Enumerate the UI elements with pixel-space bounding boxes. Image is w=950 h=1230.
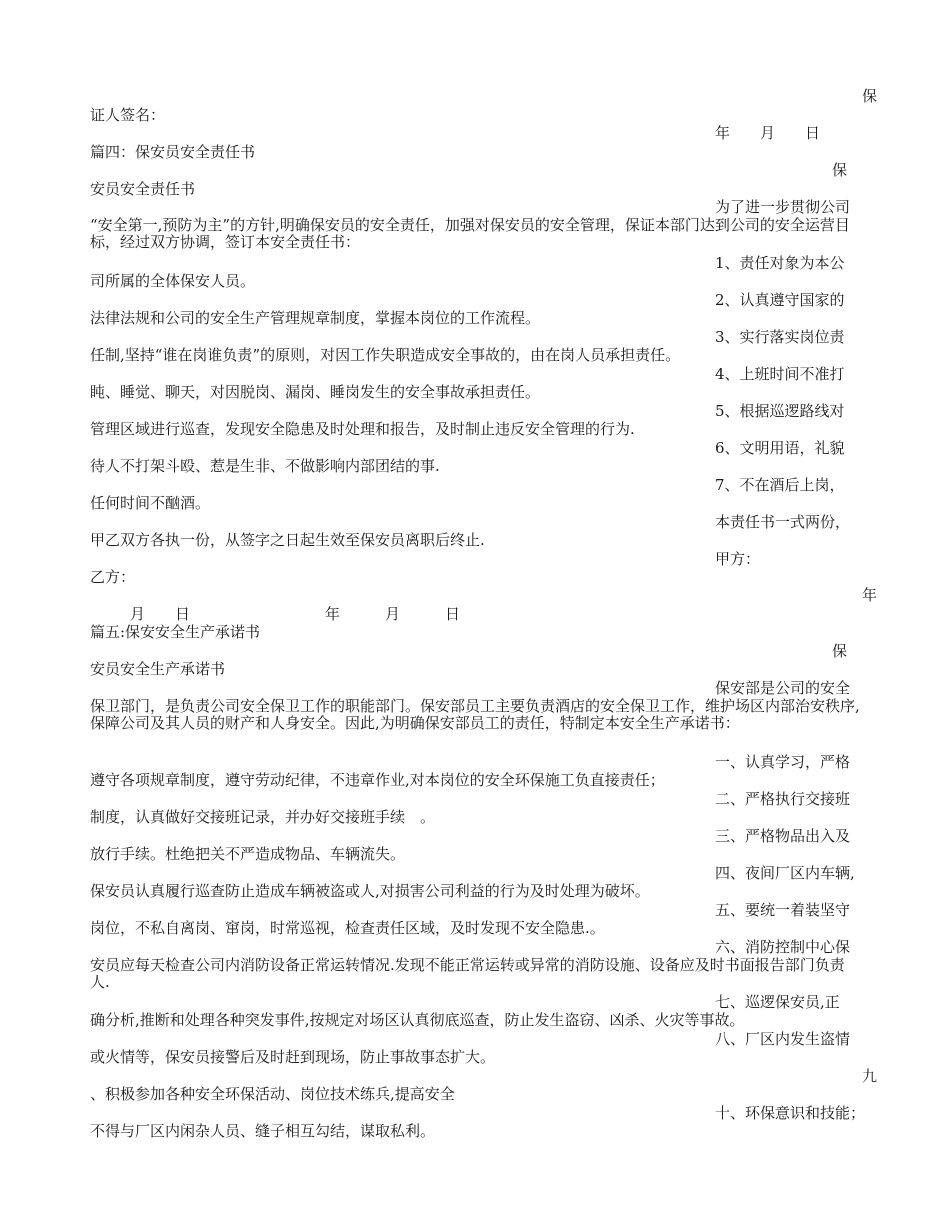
clause-3-text: 放行手续。杜绝把关不严造成物品、车辆流失。: [90, 845, 406, 863]
right-fragment-dept: 保安部是公司的安全: [715, 679, 851, 697]
clause-5-text: 岗位，不私自离岗、窜岗，时常巡视，检查责任区域，及时发现不安全隐患.。: [90, 919, 605, 937]
fragment-bao-2: 保: [832, 161, 848, 179]
right-clause-9: 九: [862, 1067, 878, 1085]
clause-1-text: 遵守各项规章制度，遵守劳动纪律，不违章作业,对本岗位的安全环保施工负直接责任；: [90, 771, 665, 789]
clause-7-text: 确分析,推断和处理各种突发事件,按规定对场区认真彻底巡查，防止发生盗窃、凶杀、火灾等事故。: [90, 1011, 745, 1029]
section-5-heading: 安员安全生产承诺书: [90, 660, 226, 678]
party-a-label: 甲方：: [715, 550, 761, 568]
section-4-heading: 安员安全责任书: [90, 180, 196, 198]
right-fragment-5: 5、根据巡逻路线对: [715, 402, 845, 420]
right-fragment-2: 2、认真遵守国家的: [715, 291, 845, 309]
right-clause-10: 十、环保意识和技能；: [715, 1104, 866, 1122]
right-clause-8: 八、厂区内发生盗情: [715, 1030, 851, 1048]
paragraph-1: 司所属的全体保安人员。: [90, 272, 256, 290]
right-fragment-3: 3、实行落实岗位责: [715, 328, 845, 346]
paragraph-2: 法律法规和公司的安全生产管理规章制度，掌握本岗位的工作流程。: [90, 309, 541, 327]
clause-6-text: 安员应每天检查公司内消防设备正常运转情况.发现不能正常运转或异常的消防设施、设备应及时书面报告部门负责人.: [90, 956, 845, 991]
fragment-nian-1: 年: [862, 586, 878, 604]
right-clause-7: 七、巡逻保安员,正: [715, 993, 840, 1011]
date-line-1: 年 月 日: [715, 124, 821, 142]
right-clause-5: 五、要统一着装坚守: [715, 901, 851, 919]
chapter-5-title: 篇五:保安安全生产承诺书: [90, 623, 261, 641]
date-line-2: 月 日 年 月 日: [130, 605, 461, 623]
clause-8-text: 或火情等，保安员接警后及时赶到现场，防止事故事态扩大。: [90, 1048, 496, 1066]
paragraph-8: 甲乙双方各执一份，从签字之日起生效至保安员离职后终止.: [90, 531, 485, 549]
right-clause-6: 六、消防控制中心保: [715, 938, 851, 956]
right-fragment-8: 本责任书一式两份，: [715, 513, 851, 531]
chapter-4-title: 篇四：保安员安全责任书: [90, 143, 256, 161]
right-fragment-7: 7、不在酒后上岗，: [715, 476, 845, 494]
right-clause-1: 一、认真学习，严格: [715, 753, 851, 771]
right-fragment-1: 1、责任对象为本公: [715, 254, 845, 272]
right-clause-3: 三、严格物品出入及: [715, 827, 851, 845]
paragraph-7: 任何时间不酗酒。: [90, 494, 211, 512]
witness-signature-label: 证人签名：: [90, 106, 166, 124]
clause-4-text: 保安员认真履行巡查防止造成车辆被盗或人,对损害公司利益的行为及时处理为破坏。: [90, 882, 650, 900]
paragraph-purpose: “安全第一,预防为主”的方针,明确保安员的安全责任，加强对保安员的安全管理，保证本部门达到公司的安全运营目标，经过双方协调，签订本安全责任书：: [90, 216, 850, 251]
paragraph-dept: 保卫部门，是负责公司安全保卫工作的职能部门。保安部员工主要负责酒店的安全保卫工作，维护场区内部治安秩序,保障公司及其人员的财产和人身安全。因此,为明确保安部员工的责任，特制定本安全生产承诺书：: [90, 697, 860, 732]
paragraph-3: 任制,坚持“谁在岗谁负责”的原则，对因工作失职造成安全事故的，由在岗人员承担责任。: [90, 346, 681, 364]
paragraph-5: 管理区域进行巡查，发现安全隐患及时处理和报告，及时制止违反安全管理的行为.: [90, 420, 635, 438]
clause-2-text: 制度，认真做好交接班记录，并办好交接班手续 。: [90, 808, 436, 826]
paragraph-6: 待人不打架斗殴、惹是生非、不做影响内部团结的事.: [90, 457, 440, 475]
fragment-bao-1: 保: [862, 87, 878, 105]
clause-9-text: 、积极参加各种安全环保活动、岗位技术练兵,提高安全: [90, 1085, 455, 1103]
right-clause-2: 二、严格执行交接班: [715, 790, 851, 808]
right-fragment-purpose: 为了进一步贯彻公司: [715, 198, 851, 216]
fragment-bao-3: 保: [832, 642, 848, 660]
party-b-label: 乙方：: [90, 568, 136, 586]
right-clause-4: 四、夜间厂区内车辆,: [715, 864, 855, 882]
paragraph-4: 盹、睡觉、聊天，对因脱岗、漏岗、睡岗发生的安全事故承担责任。: [90, 383, 541, 401]
clause-10-text: 不得与厂区内闲杂人员、缝子相互勾结，谋取私利。: [90, 1122, 436, 1140]
right-fragment-4: 4、上班时间不准打: [715, 365, 845, 383]
right-fragment-6: 6、文明用语，礼貌: [715, 439, 845, 457]
